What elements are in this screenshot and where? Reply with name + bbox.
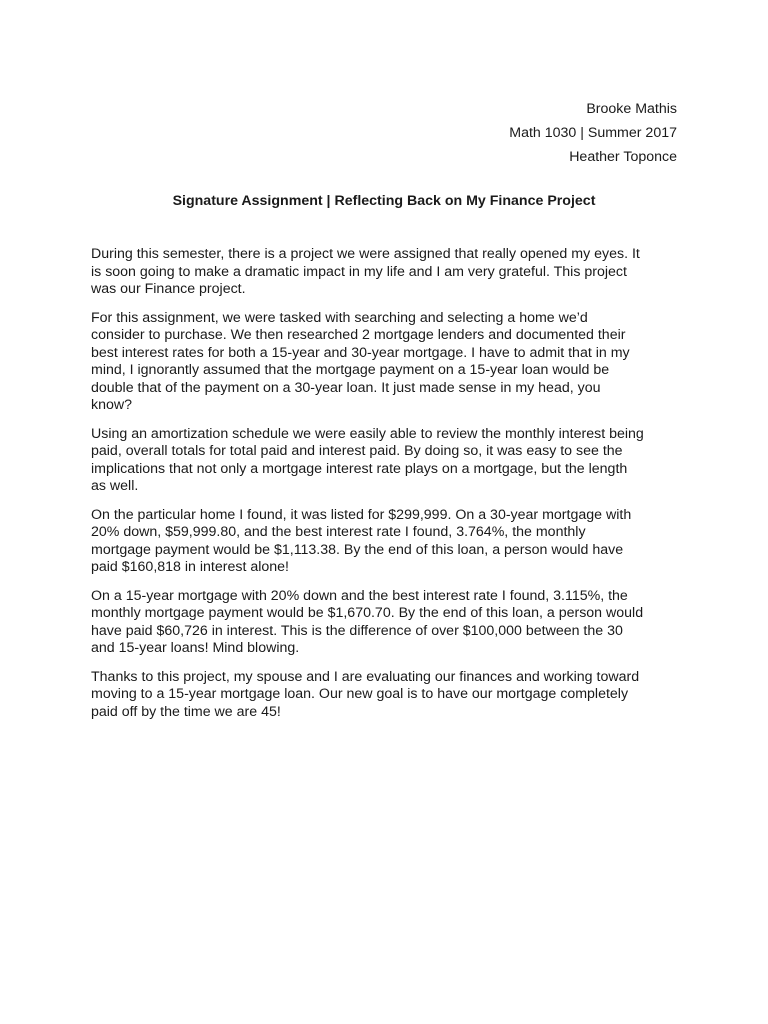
paragraph-line: know? bbox=[91, 397, 133, 413]
body-paragraph bbox=[91, 669, 681, 722]
paragraph-line: moving to a 15-year mortgage loan. Our new goal is to have our mortgage completely bbox=[91, 686, 629, 702]
paragraph-line: 20% down, $59,999.80, and the best interest rate I found, 3.764%, the monthly bbox=[91, 524, 586, 540]
paragraph-line: During this semester, there is a project we were assigned that really opened my eyes. It bbox=[91, 246, 640, 262]
paragraph-line: double that of the payment on a 30-year loan. It just made sense in my head, you bbox=[91, 379, 601, 396]
paragraph-line: mind, I ignorantly assumed that the mortgage payment on a 15-year loan would be bbox=[91, 362, 610, 378]
paragraph-line: consider to purchase. We then researched 2 mortgage lenders and documented their bbox=[91, 327, 626, 343]
body-paragraph bbox=[91, 588, 681, 658]
body-paragraph bbox=[91, 310, 681, 415]
paragraph-line: For this assignment, we were tasked with searching and selecting a home we’d bbox=[91, 309, 588, 326]
instructor-name: Heather Toponce bbox=[569, 149, 677, 165]
course-info: Math 1030 | Summer 2017 bbox=[509, 125, 677, 141]
paragraph-line: On the particular home I found, it was listed for $299,999. On a 30-year mortgage with bbox=[91, 506, 632, 523]
paragraph-line: Using an amortization schedule we were easily able to review the monthly interest being bbox=[91, 425, 644, 442]
author-name: Brooke Mathis bbox=[586, 101, 677, 117]
paragraph-line: Thanks to this project, my spouse and I are evaluating our finances and working toward bbox=[91, 668, 640, 685]
paragraph-line: have paid $60,726 in interest. This is the difference of over $100,000 between the 30 bbox=[91, 622, 623, 639]
body-paragraph bbox=[91, 507, 681, 577]
paragraph-line: as well. bbox=[91, 478, 139, 494]
document-title: Signature Assignment | Reflecting Back on My Finance Project bbox=[172, 193, 596, 209]
body-paragraph bbox=[91, 246, 681, 299]
paragraph-line: On a 15-year mortgage with 20% down and the best interest rate I found, 3.115%, the bbox=[91, 587, 628, 604]
paragraph-line: was our Finance project. bbox=[91, 281, 246, 297]
paragraph-line: paid $160,818 in interest alone! bbox=[91, 559, 289, 575]
paragraph-line: is soon going to make a dramatic impact in my life and I am very grateful. This project bbox=[91, 263, 627, 280]
paragraph-line: paid, overall totals for total paid and interest paid. By doing so, it was easy to see the bbox=[91, 443, 623, 459]
paragraph-line: implications that not only a mortgage interest rate plays on a mortgage, but the length bbox=[91, 460, 628, 477]
paragraph-line: monthly mortgage payment would be $1,670.70. By the end of this loan, a person would bbox=[91, 605, 644, 621]
paragraph-line: best interest rates for both a 15-year and 30-year mortgage. I have to admit that in my bbox=[91, 344, 630, 361]
paragraph-line: paid off by the time we are 45! bbox=[91, 703, 281, 720]
paragraph-line: and 15-year loans! Mind blowing. bbox=[91, 640, 300, 656]
body-paragraph bbox=[91, 426, 681, 496]
document-header bbox=[509, 97, 677, 169]
document-body bbox=[91, 246, 681, 732]
paragraph-line: mortgage payment would be $1,113.38. By the end of this loan, a person would have bbox=[91, 541, 624, 558]
